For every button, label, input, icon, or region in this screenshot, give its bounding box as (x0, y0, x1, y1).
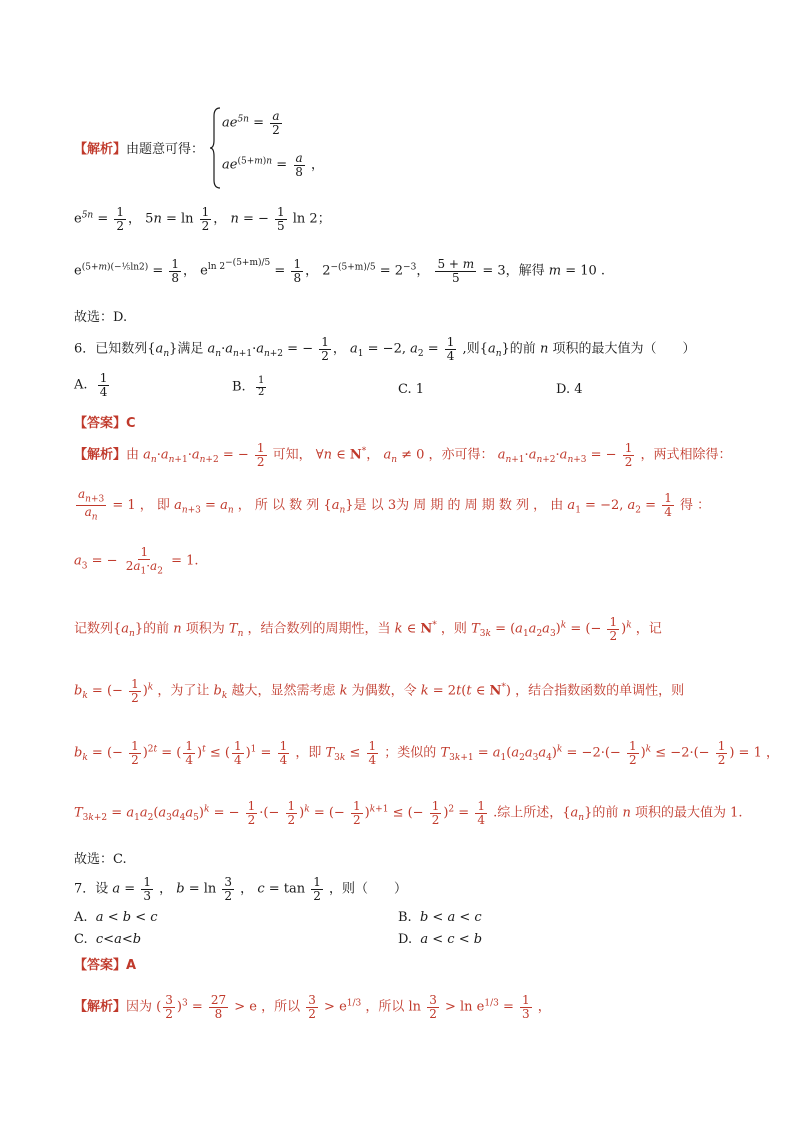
q7-option-a[interactable]: A. a < b < c (74, 910, 158, 925)
q6-analysis-p2: $\frac{a_{n+3}}{a_n}$ = 1 ， 即 $a_{n+3} = a_n$ ， 所 以 数 列 $\{a_n\}$是 以 3为 周 期 的 周 期 数 列 ， 由 $a_1 = -2$, $a_2$ = $\frac{1}{4}$ 得 ： (78, 487, 711, 523)
q5-system-line-1: $ae^{5n}$ = $\frac{a}{2}$ (222, 109, 280, 137)
q5-system-brace (210, 106, 222, 190)
q6-analysis-p4: 记数列$\{a_n\}$的前 n 项积为 $T_n$ ，结合数列的周期性，当 k ∈ N* ，则 $T_{3k} = (a_1a_2a_3)^k$ = (− $\frac{1}{2}$ )$^k$ ，记 (74, 615, 662, 643)
q6-analysis-p1: 【解析】由 $a_n\cdot a_{n+1}\cdot a_{n+2}$ = − $\frac{1}{2}$ 可知， ∀n ∈ N*， $a_n \ne 0$ ，亦可得： $a_{n+1}\cdot a_{n+2}\cdot a_{n+3}$ = − $\frac{1}{2}$ ，两式相除得： (74, 441, 732, 469)
q7-option-d[interactable]: D. a < c < b (398, 932, 483, 947)
q5-conclusion: 故选：D. (74, 310, 128, 325)
q7-option-c[interactable]: C. c<a<b (74, 932, 142, 947)
q7-option-b[interactable]: B. b < a < c (398, 910, 482, 925)
q7-analysis-tag: 【解析】 (74, 999, 127, 1015)
q7-analysis-p1: 【解析】因为 ( $\frac{3}{2}$ )$^3$ = $\frac{27}{8}$ > e ，所以 $\frac{3}{2}$ > $e^{1/3}$ ，所以 ln $\frac{3}{2}$ > $\ln e^{1/3}$ = $\frac{1}{3}$ ， (74, 993, 551, 1021)
q5-analysis-tag: 【解析】 (74, 142, 127, 157)
q5-analysis-intro-text: 由题意可得： (126, 142, 205, 157)
q7-answer-value: A (126, 958, 137, 973)
q6-analysis-p3: $a_3$ = − $\frac{1}{2a_1\cdot a_2}$ = 1. (74, 545, 199, 576)
q6-option-b[interactable]: B. $\frac{1}{2}$ (232, 375, 265, 398)
q6-option-d[interactable]: D. 4 (556, 382, 583, 397)
q7-answer (74, 954, 136, 973)
q5-step-2: $e^{(5+m)(-\frac{1}{5}ln2)}$ = $\frac{1}{8}$ ， $e^{ln 2^{-(5+m)/5}}$ = $\frac{1}{8}$ ， $2^{-(5+m)/5} = 2^{-3}$， $\frac{5 + m}{5}$ = 3，解得 m = 10 . (74, 257, 606, 285)
q6-analysis-tag: 【解析】 (74, 447, 127, 463)
q6-conclusion: 故选：C. (74, 852, 127, 867)
q5-analysis-intro (74, 138, 204, 157)
q6-analysis-p7: $T_{3k+2} = a_1a_2(a_3a_4a_5)^k$ = − $\frac{1}{2}$ ·(− $\frac{1}{2}$ )$^k$ = (− $\frac{1}{2}$ )$^{k+1}$ ≤ (− $\frac{1}{2}$ )$^2$ = $\frac{1}{4}$ .综上所述，$\{a_n\}$的前 n 项积的最大值为 1. (74, 799, 743, 827)
q7-stem: 7．设 a = $\frac{1}{3}$ ， b = ln $\frac{3}{2}$ ， c = tan $\frac{1}{2}$ ，则（ ） (74, 875, 408, 903)
q6-answer-tag: 【答案】 (74, 416, 127, 431)
q5-step-1: $e^{5n}$ = $\frac{1}{2}$ ， 5n = ln $\frac{1}{2}$ ， n = − $\frac{1}{5}$ ln 2； (74, 205, 331, 233)
q6-option-c[interactable]: C. 1 (398, 382, 425, 397)
q5-system-line-2: $ae^{(5+m)n}$ = $\frac{a}{8}$ ， (222, 151, 325, 179)
q6-answer (74, 412, 136, 431)
q6-stem: 6．已知数列$\{a_n\}$满足 $a_n\cdot a_{n+1}\cdot a_{n+2}$ = − $\frac{1}{2}$ ， $a_1 = -2$, $a_2$ = $\frac{1}{4}$ ,则$\{a_n\}$的前 n 项积的最大值为（ ） (74, 335, 696, 363)
q7-answer-tag: 【答案】 (74, 958, 127, 973)
q6-analysis-p5: $b_k$ = (− $\frac{1}{2}$ )$^k$ ，为了让 $b_k$ 越大，显然需考虑 k 为偶数，令 k = 2t(t ∈ N*) ，结合指数函数的单调性，则 (74, 677, 685, 705)
q6-answer-value: C (126, 416, 136, 431)
q6-option-a[interactable]: A. $\frac{1}{4}$ (74, 371, 108, 399)
q6-analysis-p6: $b_k$ = (− $\frac{1}{2}$ )$^{2t}$ = ( $\frac{1}{4}$ )$^t$ ≤ ( $\frac{1}{4}$ )$^1$ = $\frac{1}{4}$ ，即 $T_{3k}$ ≤ $\frac{1}{4}$ ；类似的 $T_{3k+1} = a_1(a_2a_3a_4)^k = -2\cdot(-$ $\frac{1}{2}$ )$^k$ ≤ −2·(− $\frac{1}{2}$ ) = 1 ， (74, 739, 779, 767)
